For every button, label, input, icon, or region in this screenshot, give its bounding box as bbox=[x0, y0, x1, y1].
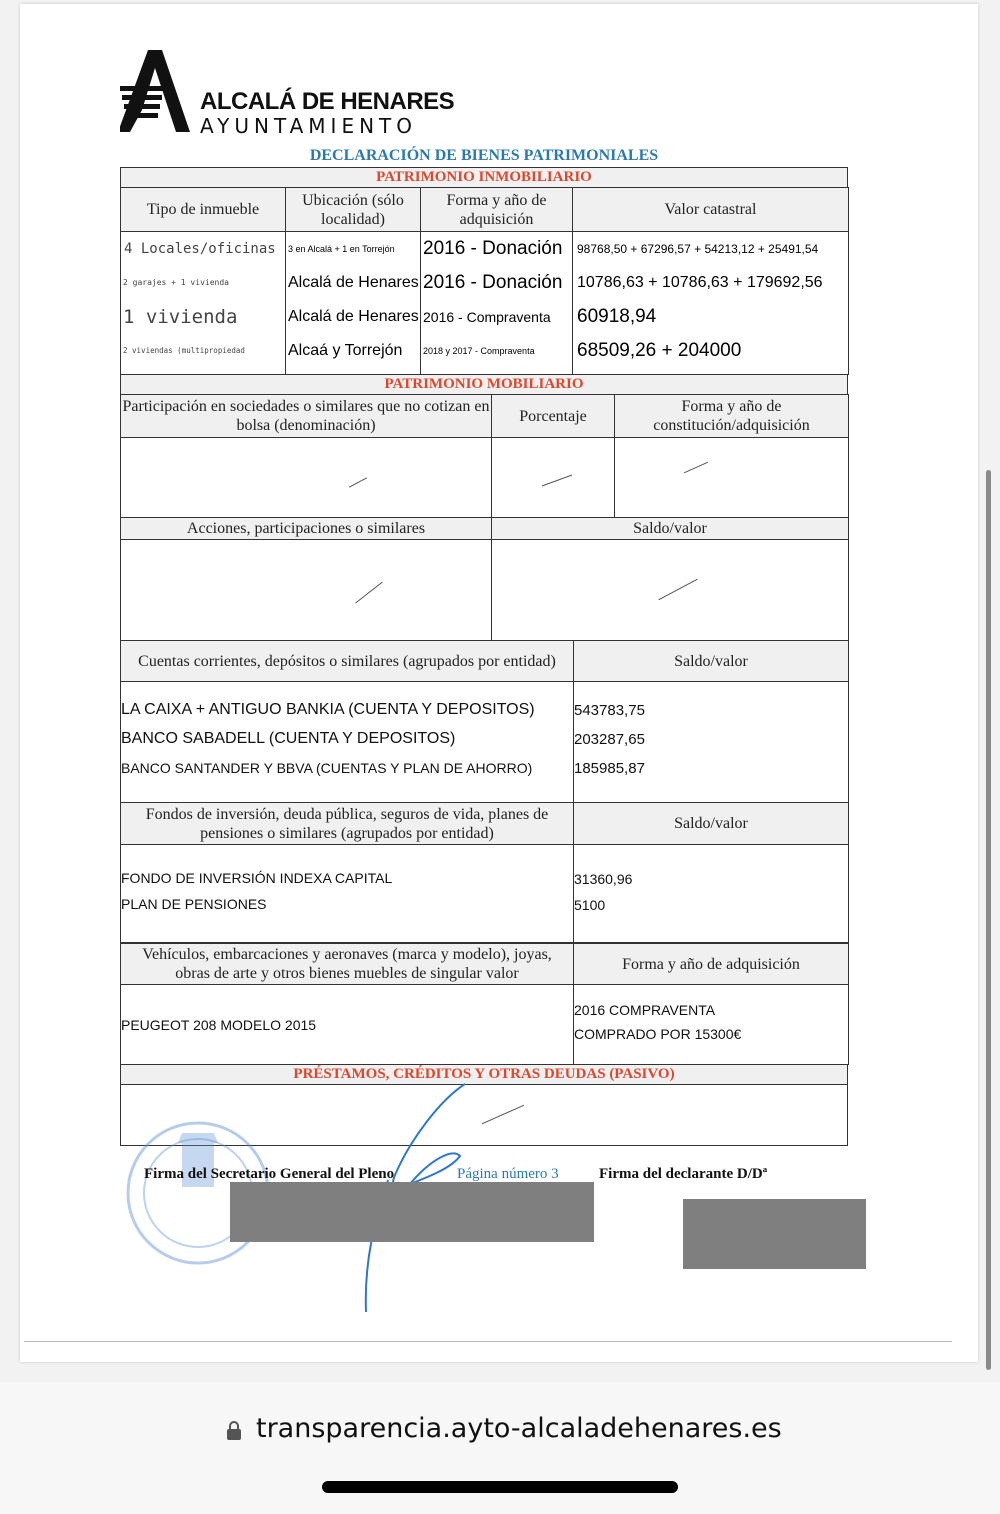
inmobiliario-table bbox=[120, 187, 849, 375]
empty-cell bbox=[121, 438, 492, 518]
vehiculos-items bbox=[121, 985, 574, 1065]
list-item: PEUGEOT 208 MODELO 2015 bbox=[121, 1016, 317, 1033]
valor-column bbox=[573, 232, 849, 375]
empty-cell bbox=[492, 540, 849, 641]
list-item: 2016 - Donación bbox=[423, 272, 563, 293]
list-item: 98768,50 + 67296,57 + 54213,12 + 25491,54 bbox=[577, 242, 819, 256]
redaction-box bbox=[683, 1199, 866, 1269]
firma-declarante-label: Firma del declarante D/Dª bbox=[599, 1166, 768, 1182]
empty-cell bbox=[121, 540, 492, 641]
browser-address-bar[interactable] bbox=[0, 1382, 1000, 1514]
vehiculos-table bbox=[120, 943, 849, 1065]
home-indicator[interactable] bbox=[322, 1481, 678, 1493]
lock-icon bbox=[226, 1420, 242, 1442]
list-item: FONDO DE INVERSIÓN INDEXA CAPITAL bbox=[121, 869, 393, 886]
header-porcentaje: Porcentaje bbox=[492, 395, 615, 438]
alcala-a-icon bbox=[120, 50, 200, 134]
list-item: 5100 bbox=[574, 896, 606, 913]
header-cuentas: Cuentas corrientes, depósitos o similares (agrupados por entidad) bbox=[121, 641, 574, 682]
list-item: 10786,63 + 10786,63 + 179692,56 bbox=[577, 274, 823, 291]
header-saldo: Saldo/valor bbox=[574, 803, 849, 845]
document-title: DECLARACIÓN DE BIENES PATRIMONIALES bbox=[309, 147, 659, 164]
list-item: 2016 COMPRAVENTA bbox=[574, 1001, 716, 1018]
section-mobiliario: PATRIMONIO MOBILIARIO bbox=[120, 374, 848, 395]
list-item: Alcaá y Torrejón bbox=[288, 342, 403, 359]
list-item: 1 vivienda bbox=[123, 306, 238, 328]
header-vehiculos: Vehículos, embarcaciones y aeronaves (marca y modelo), joyas, obras de arte y otros bienes muebles de singular valor bbox=[121, 944, 574, 985]
scrollbar[interactable] bbox=[986, 470, 991, 1370]
header-forma-constitucion: Forma y año de constitución/adquisición bbox=[615, 395, 849, 438]
logo-subtitle: AYUNTAMIENTO bbox=[200, 114, 418, 138]
section-pasivo: PRÉSTAMOS, CRÉDITOS Y OTRAS DEUDAS (PASIVO) bbox=[120, 1064, 848, 1085]
list-item: 3 en Alcalá + 1 en Torrejón bbox=[288, 244, 395, 254]
ubicacion-column bbox=[286, 232, 421, 375]
list-item: 4 Locales/oficinas bbox=[124, 241, 276, 257]
header-tipo: Tipo de inmueble bbox=[121, 188, 286, 232]
list-item: COMPRADO POR 15300€ bbox=[574, 1025, 742, 1042]
list-item: 2018 y 2017 - Compraventa bbox=[423, 346, 535, 356]
redaction-box bbox=[230, 1182, 594, 1242]
header-saldo: Saldo/valor bbox=[492, 518, 849, 540]
vehiculos-forma bbox=[574, 985, 849, 1065]
fondos-values bbox=[574, 845, 849, 943]
logo-title: ALCALÁ DE HENARES bbox=[200, 88, 455, 115]
empty-cell bbox=[615, 438, 849, 518]
header-participacion: Participación en sociedades o similares que no cotizan en bolsa (denominación) bbox=[121, 395, 492, 438]
list-item: 2 viviendas (multipropiedad bbox=[123, 346, 245, 355]
list-item: 185985,87 bbox=[574, 759, 645, 777]
header-ubicacion: Ubicación (sólo localidad) bbox=[286, 188, 421, 232]
fondos-table bbox=[120, 802, 849, 943]
list-item: 543783,75 bbox=[574, 701, 645, 719]
header-forma: Forma y año de adquisición bbox=[421, 188, 573, 232]
list-item: BANCO SABADELL (CUENTA Y DEPOSITOS) bbox=[121, 729, 456, 747]
list-item: PLAN DE PENSIONES bbox=[121, 895, 267, 912]
list-item: 2 garajes + 1 vivienda bbox=[123, 278, 229, 287]
forma-column bbox=[421, 232, 573, 375]
cuentas-entities bbox=[121, 682, 574, 803]
footer-divider bbox=[24, 1341, 952, 1342]
cuentas-table bbox=[120, 640, 849, 803]
list-item: 31360,96 bbox=[574, 870, 633, 887]
header-acciones: Acciones, participaciones o similares bbox=[121, 518, 492, 540]
list-item: 2016 - Compraventa bbox=[423, 309, 551, 325]
list-item: Alcalá de Henares bbox=[288, 274, 419, 291]
list-item: BANCO SANTANDER Y BBVA (CUENTAS Y PLAN DE AHORRO) bbox=[121, 759, 533, 776]
tipo-column bbox=[121, 232, 286, 375]
list-item: 60918,94 bbox=[577, 306, 657, 327]
list-item: 2016 - Donación bbox=[423, 238, 563, 259]
empty-cell bbox=[492, 438, 615, 518]
header-fondos: Fondos de inversión, deuda pública, seguros de vida, planes de pensiones o similares (agrupados por entidad) bbox=[121, 803, 574, 845]
cuentas-values bbox=[574, 682, 849, 803]
list-item: 203287,65 bbox=[574, 730, 645, 748]
list-item: 68509,26 + 204000 bbox=[577, 340, 742, 361]
ayuntamiento-logo bbox=[120, 50, 455, 140]
fondos-entities bbox=[121, 845, 574, 943]
header-saldo: Saldo/valor bbox=[574, 641, 849, 682]
header-forma-adquisicion: Forma y año de adquisición bbox=[574, 944, 849, 985]
header-valor: Valor catastral bbox=[573, 188, 849, 232]
page-number: Página número 3 bbox=[457, 1166, 559, 1182]
section-inmobiliario: PATRIMONIO INMOBILIARIO bbox=[120, 167, 848, 188]
firma-secretario-label: Firma del Secretario General del Pleno bbox=[144, 1166, 395, 1182]
participaciones-table bbox=[120, 394, 849, 518]
list-item: Alcalá de Henares bbox=[288, 308, 419, 325]
list-item: LA CAIXA + ANTIGUO BANKIA (CUENTA Y DEPOSITOS) bbox=[121, 700, 535, 718]
url-text[interactable]: transparencia.ayto-alcaladehenares.es bbox=[256, 1413, 782, 1444]
acciones-table bbox=[120, 517, 849, 641]
